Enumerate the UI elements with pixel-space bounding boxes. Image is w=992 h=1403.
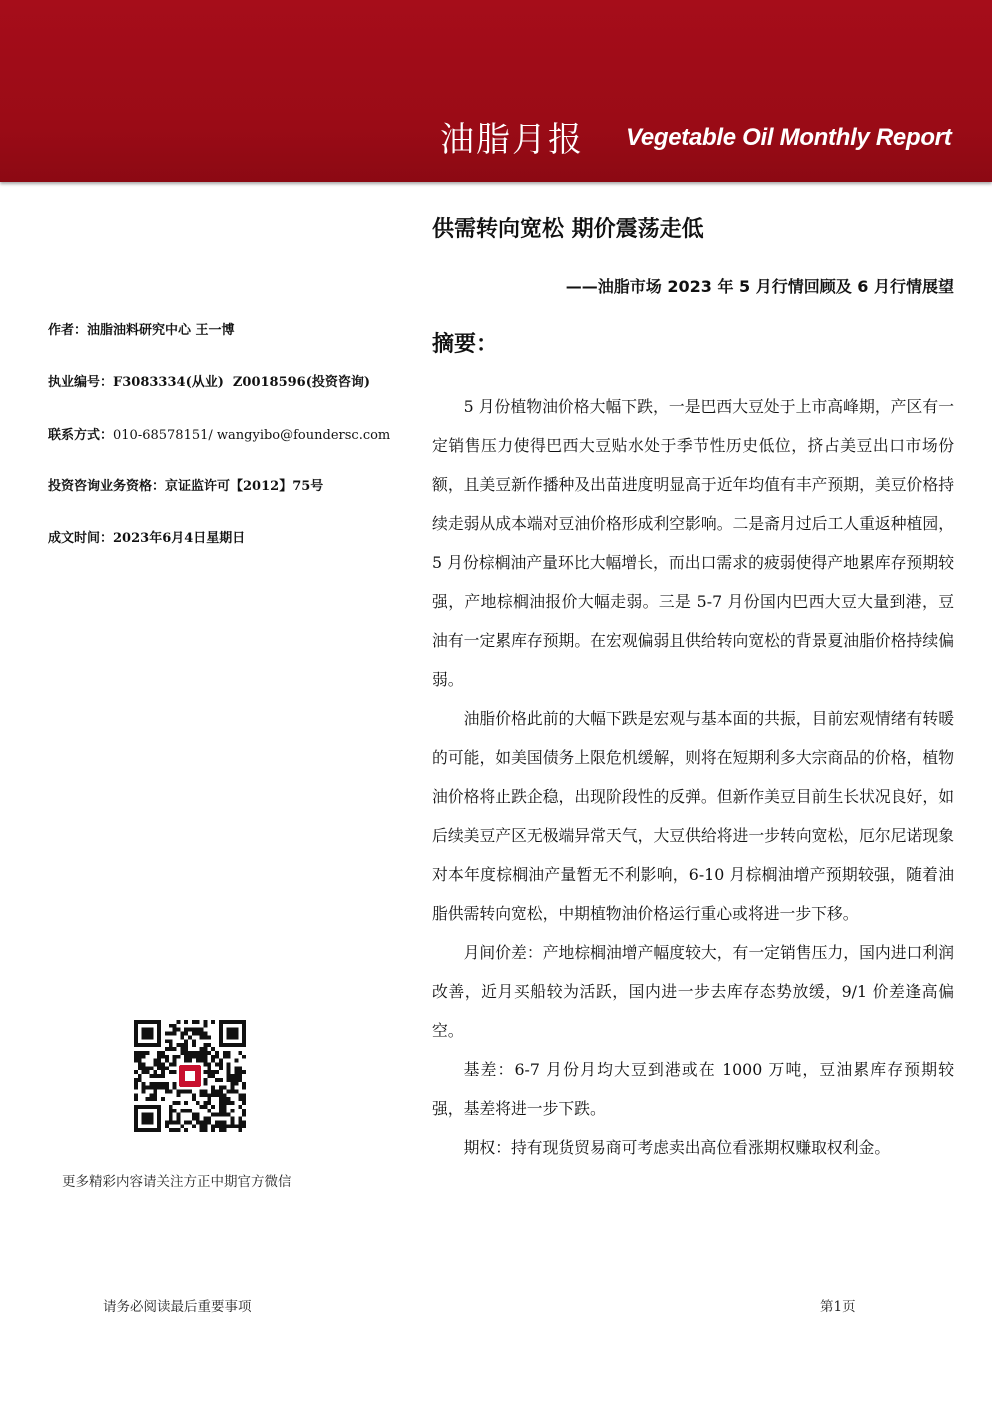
wechat-qr-code[interactable] <box>134 1020 246 1132</box>
abstract-paragraph: 月间价差：产地棕榈油增产幅度较大，有一定销售压力，国内进口利润改善，近月买船较为活跃，国内进一步去库存态势放缓，9/1 价差逢高偏空。 <box>432 943 954 1040</box>
report-series-title-en: Vegetable Oil Monthly Report <box>626 124 952 151</box>
date-line <box>48 527 245 546</box>
license-line <box>48 371 370 390</box>
contact-label: 联系方式： <box>48 428 114 443</box>
abstract-body <box>432 387 954 1167</box>
qr-caption: 更多精彩内容请关注方正中期官方微信 <box>62 1174 292 1190</box>
author-label: 作者： <box>48 323 88 338</box>
author-line <box>48 319 235 338</box>
date-value: 2023年6月4日星期日 <box>113 531 246 546</box>
contact-value: 010-68578151/ wangyibo@foundersc.com <box>113 428 391 443</box>
abstract-heading: 摘要： <box>432 332 499 357</box>
report-title: 供需转向宽松 期价震荡走低 <box>432 217 704 242</box>
footer-notice: 请务必阅读最后重要事项 <box>103 1299 252 1315</box>
report-series-title-cn: 油脂月报 <box>440 120 584 160</box>
author-value: 油脂油料研究中心 王一博 <box>87 323 235 338</box>
abstract-paragraph: 期权：持有现货贸易商可考虑卖出高位看涨期权赚取权利金。 <box>463 1138 891 1157</box>
report-subtitle: ——油脂市场 2023 年 5 月行情回顾及 6 月行情展望 <box>565 277 954 296</box>
header-banner <box>0 0 992 182</box>
qualification-line <box>48 475 323 494</box>
date-label: 成文时间： <box>48 531 114 546</box>
contact-line <box>48 424 390 443</box>
qualification-value: 京证监许可【2012】75号 <box>165 479 324 494</box>
license-label: 执业编号： <box>48 375 114 390</box>
abstract-paragraph: 基差：6-7 月份月均大豆到港或在 1000 万吨，豆油累库存预期较强，基差将进一步下跌。 <box>432 1060 954 1118</box>
page-number: 第1页 <box>820 1299 856 1315</box>
abstract-paragraph: 油脂价格此前的大幅下跌是宏观与基本面的共振，目前宏观情绪有转暖的可能，如美国债务上限危机缓解，则将在短期利多大宗商品的价格，植物油价格将止跌企稳，出现阶段性的反弹。但新作美豆目前生长状况良好，如后续美豆产区无极端异常天气，大豆供给将进一步转向宽松，厄尔尼诺现象对本年度棕榈油产量暂无不利影响，6-10 月棕榈油增产预期较强，随着油脂供需转向宽松，中期植物油价格运行重心或将进一步下移。 <box>432 709 954 923</box>
abstract-paragraph: 5 月份植物油价格大幅下跌，一是巴西大豆处于上市高峰期，产区有一定销售压力使得巴西大豆贴水处于季节性历史低位，挤占美豆出口市场份额，且美豆新作播种及出苗进度明显高于近年均值有丰产预期，美豆价格持续走弱从成本端对豆油价格形成利空影响。二是斋月过后工人重返种植园，5 月份棕榈油产量环比大幅增长，而出口需求的疲弱使得产地累库存预期较强，产地棕榈油报价大幅走弱。三是 5-7 月份国内巴西大豆大量到港，豆油有一定累库存预期。在宏观偏弱且供给转向宽松的背景夏油脂价格持续偏弱。 <box>432 397 954 689</box>
qualification-label: 投资咨询业务资格： <box>48 479 166 494</box>
license-value: F3083334(从业) Z0018596(投资咨询) <box>113 375 371 390</box>
